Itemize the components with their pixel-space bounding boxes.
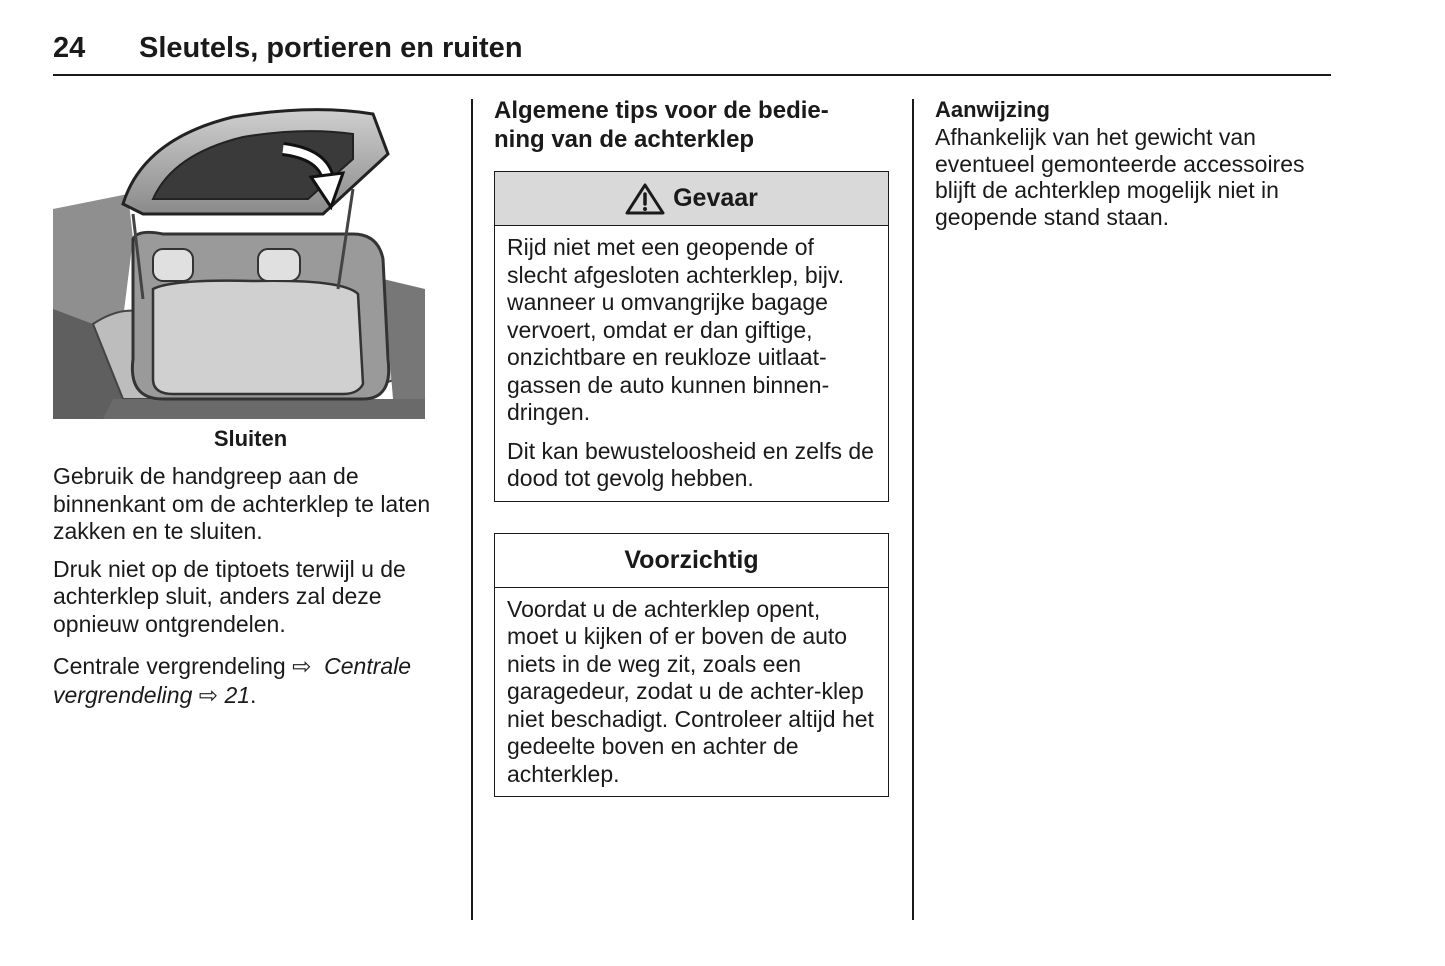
column-divider-right <box>912 99 914 920</box>
headrest-left <box>153 249 193 281</box>
caution-notice-title: Voorzichtig <box>624 545 759 574</box>
danger-paragraph-1: Rijd niet met een geopende of slecht afgesloten achterklep, bijv. wanneer u omvangrijke bagage vervoert, omdat er dan giftige, onzichtbare en reukloze uitlaat-gassen de auto kunnen binnen-dringen. <box>507 234 845 425</box>
danger-notice-header <box>495 172 888 226</box>
paragraph-tiptoets: Druk niet op de tiptoets terwijl u de achterklep sluit, anders zal deze opnieuw ontgrendelen. <box>53 555 406 637</box>
danger-notice-body <box>495 226 888 501</box>
car-illustration-svg <box>53 99 425 419</box>
caution-notice-body <box>495 588 888 797</box>
section-heading <box>494 96 890 154</box>
danger-notice <box>494 171 889 502</box>
car-tailgate-closing-illustration <box>53 99 425 419</box>
section-heading-line2: ning van de achterklep <box>494 126 755 153</box>
cross-reference <box>53 652 438 710</box>
cross-reference-arrow-icon: ⇨ <box>292 653 312 679</box>
car-rear-bumper <box>103 399 425 419</box>
headrest-right <box>258 249 300 281</box>
page-reference-arrow-icon: ⇨ <box>198 682 219 708</box>
cross-reference-suffix: . <box>250 682 257 708</box>
figure-caption: Sluiten <box>213 426 288 451</box>
cross-reference-link[interactable]: Centrale vergrendeling <box>53 653 412 708</box>
warning-triangle-icon <box>625 183 665 215</box>
note-text: Afhankelijk van het gewicht van eventueel gemonteerde accessoires blijft de achterklep mogelijk niet in geopende stand staan. <box>935 124 1305 230</box>
cargo-cover <box>153 281 363 394</box>
danger-notice-title: Gevaar <box>673 184 758 212</box>
page-title: Sleutels, portieren en ruiten <box>139 32 523 64</box>
cross-reference-prefix: Centrale vergrendeling <box>53 653 286 679</box>
page-number: 24 <box>53 32 86 64</box>
page-reference-number[interactable]: 21 <box>224 682 251 708</box>
column-divider-left <box>471 99 473 920</box>
caution-notice-header <box>495 534 888 588</box>
caution-notice <box>494 533 889 798</box>
caution-paragraph-1: Voordat u de achterklep opent, moet u kijken of er boven de auto niets in de weg zit, zoals een garagedeur, zodat u de achter-klep niet beschadigt. Controleer altijd het gedeelte boven en achter de achterklep. <box>507 595 874 787</box>
column-left <box>53 99 438 710</box>
column-middle <box>494 96 890 797</box>
section-heading-line1: Algemene tips voor de bedie- <box>494 97 829 124</box>
page-header <box>53 30 1331 76</box>
paragraph-handgreep: Gebruik de handgreep aan de binnenkant om de achterklep te laten zakken en te sluiten. <box>53 463 431 544</box>
danger-paragraph-2: Dit kan bewusteloosheid en zelfs de dood tot gevolg hebben. <box>507 437 874 491</box>
column-right <box>935 96 1331 230</box>
note-heading: Aanwijzing <box>935 97 1050 122</box>
